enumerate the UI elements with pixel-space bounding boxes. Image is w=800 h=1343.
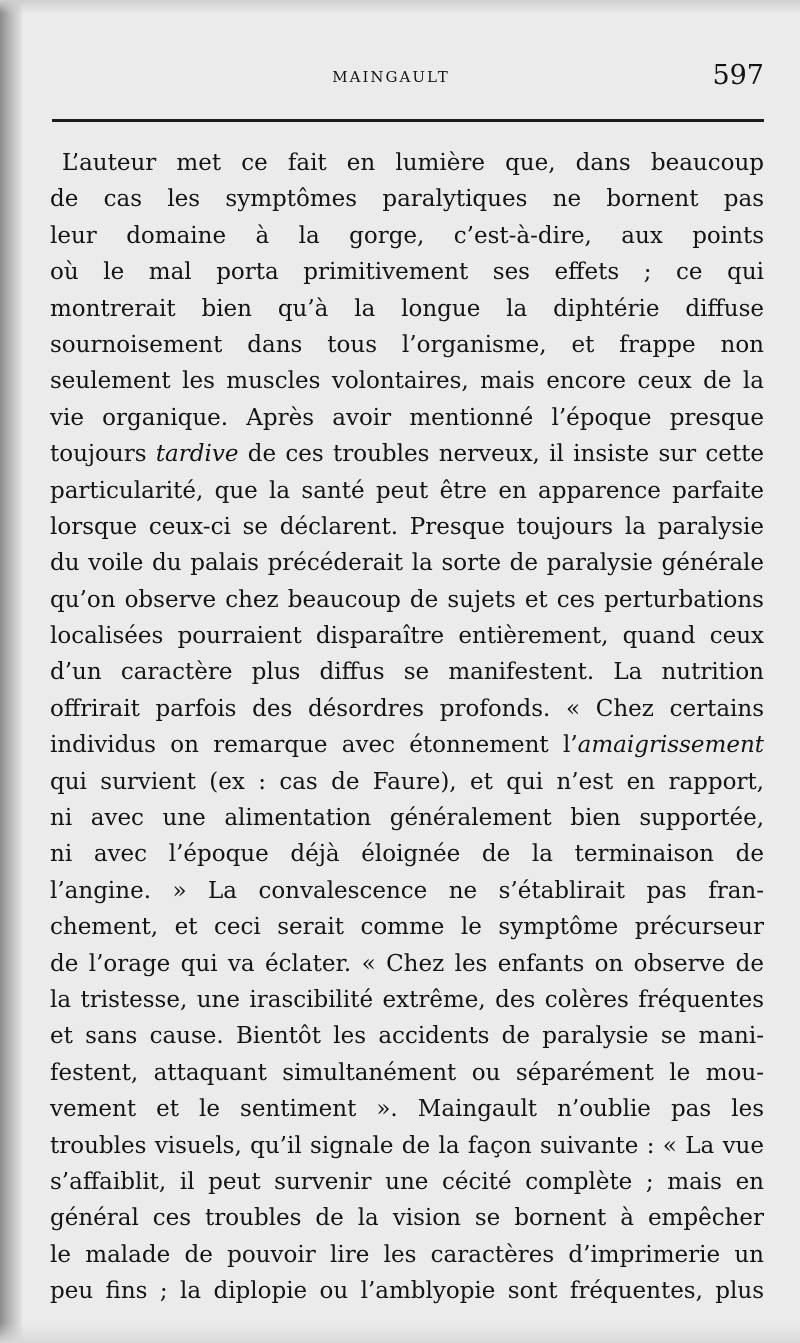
text-segment: troubles visuels, qu’il signale de la façon suivante : « La vue [50,1132,764,1159]
text-line [50,436,764,472]
page-gutter-shadow [0,0,22,1343]
text-segment: général ces troubles de la vision se bornent à empêcher [50,1205,764,1232]
text-line [50,400,764,436]
text-segment: s’affaiblit, il peut survenir une cécité complète ; mais en [50,1168,764,1195]
text-segment: vement et le sentiment ». Maingault n’oublie pas les [50,1096,764,1123]
text-line [50,654,764,690]
page-header [48,60,764,94]
text-segment: chement, et ceci serait comme le symptôme précurseur [50,914,764,941]
text-line [50,181,764,217]
text-segment: peu fins ; la diplopie ou l’amblyopie sont fréquentes, plus [50,1278,764,1305]
text-line [50,982,764,1018]
text-segment: ni avec l’époque déjà éloignée de la terminaison de [50,841,764,868]
page-top-shadow [0,0,800,14]
text-segment: montrerait bien qu’à la longue la diphtérie diffuse [50,295,764,322]
text-segment: le malade de pouvoir lire les caractères d’imprimerie un [50,1241,764,1268]
text-segment: de l’orage qui va éclater. « Chez les enfants on observe de [50,950,764,977]
text-line [50,1018,764,1054]
text-segment: de cas les symptômes paralytiques ne bornent pas [50,186,764,213]
text-segment: offrirait parfois des désordres profonds. « Chez certains [50,695,764,722]
text-line [50,618,764,654]
text-line [50,1237,764,1273]
text-line [50,363,764,399]
page-number: 597 [712,60,764,91]
text-segment: individus on remarque avec étonnement l’ [50,732,578,759]
text-line [50,836,764,872]
text-segment: festent, attaquant simultanément ou séparément le mou- [50,1059,764,1086]
text-line [50,764,764,800]
text-line [50,1128,764,1164]
text-line [50,327,764,363]
text-segment: où le mal porta primitivement ses effets ; ce qui [50,259,764,286]
header-rule [52,119,764,122]
text-segment: sournoisement dans tous l’organisme, et frappe non [50,331,764,358]
text-segment: la tristesse, une irascibilité extrême, des colères fréquentes [50,986,764,1013]
text-segment: qui survient (ex : cas de Faure), et qui n’est en rapport, [50,768,764,795]
body-text [50,145,764,1310]
text-line [50,873,764,909]
text-line [50,691,764,727]
text-line [50,909,764,945]
text-line [50,1273,764,1309]
text-line [50,727,764,763]
text-segment: d’un caractère plus diffus se manifestent. La nutrition [50,659,764,686]
text-line [50,1200,764,1236]
italic-text-segment: amaigrissement [577,732,764,759]
text-segment: particularité, que la santé peut être en apparence parfaite [50,477,764,504]
text-segment: vie organique. Après avoir mentionné l’époque presque [50,404,764,431]
text-line [50,545,764,581]
text-segment: de ces troubles nerveux, il insiste sur cette [238,441,764,468]
text-line [50,218,764,254]
text-line [50,291,764,327]
text-line [50,946,764,982]
text-segment: localisées pourraient disparaître entièrement, quand ceux [50,623,764,650]
text-line [50,473,764,509]
text-segment: seulement les muscles volontaires, mais encore ceux de la [50,368,764,395]
text-segment: l’angine. » La convalescence ne s’établirait pas fran- [50,877,764,904]
text-line [50,254,764,290]
italic-text-segment: tardive [155,441,239,468]
text-segment: et sans cause. Bientôt les accidents de paralysie se mani- [50,1023,764,1050]
text-line [50,582,764,618]
text-segment: du voile du palais précéderait la sorte de paralysie générale [50,550,764,577]
text-segment: leur domaine à la gorge, c’est-à-dire, aux points [50,222,764,249]
text-line [50,1091,764,1127]
text-segment: ni avec une alimentation généralement bien supportée, [50,805,764,832]
text-segment: toujours [50,441,156,468]
text-line [50,800,764,836]
text-segment: lorsque ceux-ci se déclarent. Presque toujours la paralysie [50,513,764,540]
running-head: MAINGAULT [332,68,450,86]
text-segment: L’auteur met ce fait en lumière que, dans beaucoup [62,150,764,176]
text-line [50,145,764,181]
text-line [50,1055,764,1091]
text-line [50,1164,764,1200]
text-segment: qu’on observe chez beaucoup de sujets et ces perturbations [50,586,764,613]
text-line [50,509,764,545]
page-bottom-shade [0,1323,800,1343]
